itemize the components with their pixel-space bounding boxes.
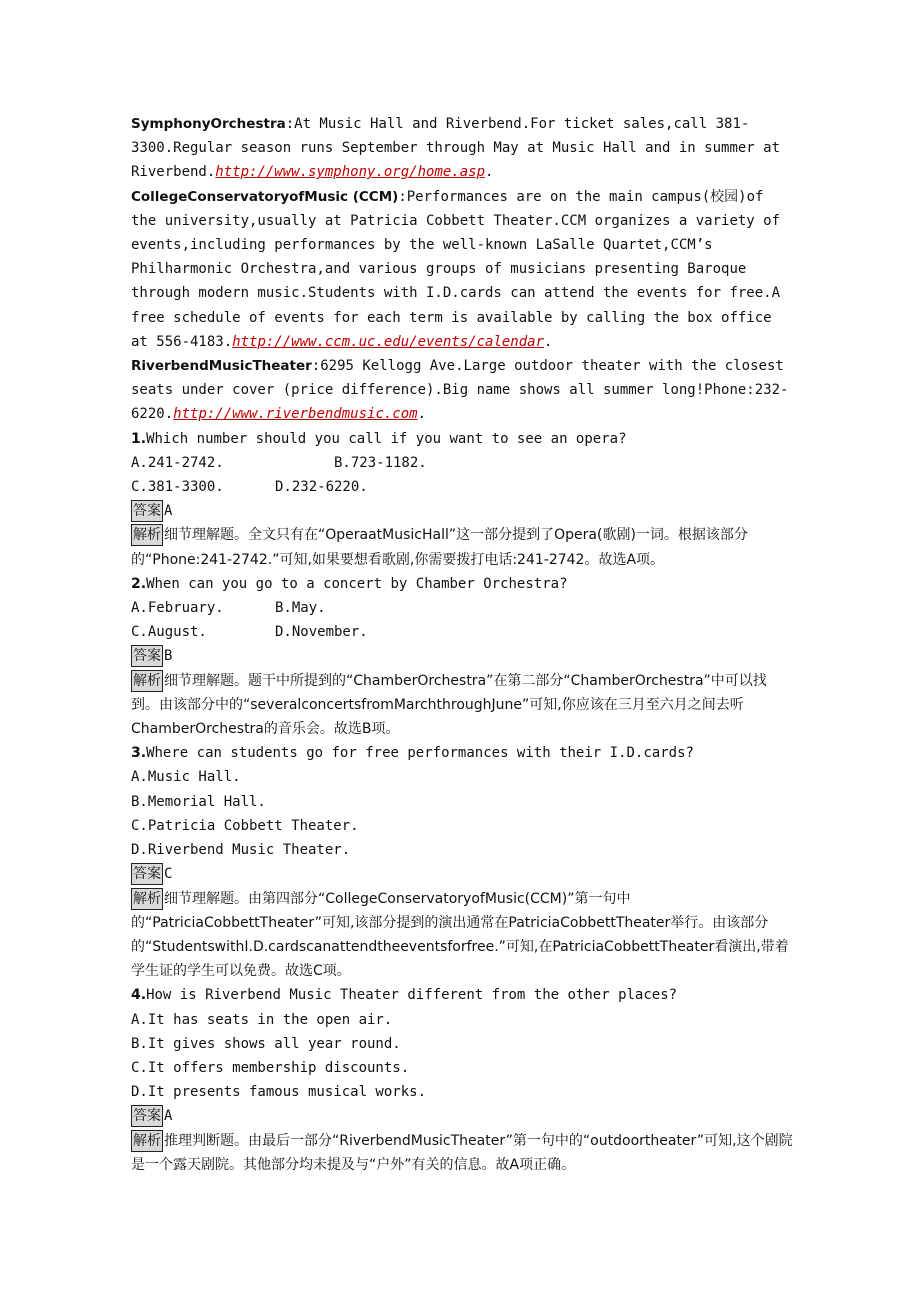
analysis-text: 细节理解题。题干中所提到的“ChamberOrchestra”在第二部分“ChamberOrchestra”中可以找到。由该部分中的“severalconcertsfromMarchthroughJune”可知,你应该在三月至六月之间去听ChamberOrchestra的音乐会。故选B项。 [131, 672, 767, 738]
passage-symphony-orchestra: SymphonyOrchestra:At Music Hall and Riverbend.For ticket sales,call 381-3300.Regular season runs September through May at Music Hall and in summer at Riverbend.http://www.symphony.org/home.asp. [131, 116, 781, 181]
option: A.Music Hall. [131, 769, 241, 786]
question-stem: 1.Which number should you call if you want to see an opera? [131, 430, 627, 447]
venue-name: RiverbendMusicTheater [131, 358, 312, 375]
analysis-line [131, 887, 793, 984]
analysis-line [131, 669, 793, 742]
analysis-text: 推理判断题。由最后一部分“RiverbendMusicTheater”第一句中的“outdoortheater”可知,这个剧院是一个露天剧院。其他部分均未提及与“户外”有关的信息。故A项正确。 [131, 1132, 793, 1173]
venue-name: SymphonyOrchestra [131, 116, 286, 132]
venue-name: CollegeConservatoryofMusic (CCM) [131, 188, 399, 205]
answer-line [131, 499, 793, 523]
option: A.February. [131, 600, 224, 617]
analysis-text: 细节理解题。全文只有在“OperaatMusicHall”这一部分提到了Opera(歌剧)一词。根据该部分的“Phone:241-2742.”可知,如果要想看歌剧,你需要拨打电话:241-2742。故选A项。 [131, 527, 748, 568]
option: D.It presents famous musical works. [131, 1084, 427, 1101]
option: D.232-6220. [275, 479, 368, 496]
option: C.It offers membership discounts. [131, 1059, 410, 1076]
analysis-line [131, 523, 793, 571]
option: B.723-1182. [334, 454, 427, 471]
answer-line [131, 862, 793, 886]
option: D.November. [275, 624, 368, 641]
venue-description: :Performances are on the main campus(校园)of the university,usually at Patricia Cobbett Theater.CCM organizes a variety of events,including performances by the well-known LaSalle Quartet,CCM’s Philharmonic Orchestra,and various groups of musicians presenting Baroque through modern music.Students with I.D.cards can attend the events for free.A free schedule of events for each term is available by calling the box office at 556-4183. [131, 188, 781, 350]
answer-line [131, 1104, 793, 1128]
analysis-text: 细节理解题。由第四部分“CollegeConservatoryofMusic(CCM)”第一句中的“PatriciaCobbettTheater”可知,该部分提到的演出通常在PatriciaCobbettTheater举行。由该部分的“StudentswithI.D.cardscanattendtheeventsforfree.”可知,在PatriciaCobbettTheater看演出,带着学生证的学生可以免费。故选C项。 [131, 890, 789, 980]
question-1 [131, 427, 793, 572]
analysis-label: 解析 [131, 670, 163, 692]
passage-ccm: CollegeConservatoryofMusic (CCM):Performances are on the main campus(校园)of the university,usually at Patricia Cobbett Theater.CCM organizes a variety of events,including performances by the well-known LaSalle Quartet,CCM’s Philharmonic Orchestra,and various groups of musicians presenting Baroque through modern music.Students with I.D.cards can attend the events for free.A free schedule of events for each term is available by calling the box office at 556-4183.http://www.ccm.uc.edu/events/calendar. [131, 188, 781, 350]
answer-label: 答案 [131, 645, 163, 667]
venue-description: :6295 Kellogg Ave.Large outdoor theater with the closest seats under cover (price difference).Big name shows all summer long!Phone:232-6220. [131, 358, 789, 423]
question-stem: 3.Where can students go for free performances with their I.D.cards? [131, 745, 694, 762]
option: C.August. [131, 624, 207, 641]
answer-label: 答案 [131, 863, 163, 885]
question-stem: 4.How is Riverbend Music Theater different from the other places? [131, 987, 678, 1004]
venue-description: :At Music Hall and Riverbend.For ticket sales,call 381-3300.Regular season runs September through May at Music Hall and in summer at Riverbend. [131, 116, 781, 181]
option: C.Patricia Cobbett Theater. [131, 817, 359, 834]
option: C.381-3300. [131, 479, 224, 496]
analysis-label: 解析 [131, 524, 163, 546]
passage-riverbend: RiverbendMusicTheater:6295 Kellogg Ave.Large outdoor theater with the closest seats under cover (price difference).Big name shows all summer long!Phone:232-6220.http://www.riverbendmusic.com. [131, 358, 789, 423]
option: A.It has seats in the open air. [131, 1011, 393, 1028]
option-row [131, 475, 793, 499]
answer-value: A [164, 503, 173, 520]
question-2 [131, 572, 793, 741]
option: A.241-2742. [131, 454, 224, 471]
answer-label: 答案 [131, 1105, 163, 1127]
question-stem: 2.When can you go to a concert by Chamber Orchestra? [131, 575, 568, 592]
venue-link[interactable]: http://www.ccm.uc.edu/events/calendar [232, 333, 545, 350]
option-row [131, 620, 793, 644]
option: D.Riverbend Music Theater. [131, 842, 351, 859]
option-row [131, 451, 793, 475]
option: B.It gives shows all year round. [131, 1035, 401, 1052]
option-row [131, 596, 793, 620]
document-page [131, 112, 793, 1177]
answer-label: 答案 [131, 500, 163, 522]
answer-value: A [164, 1108, 173, 1125]
question-3 [131, 741, 793, 983]
analysis-line [131, 1129, 793, 1177]
venue-link[interactable]: http://www.symphony.org/home.asp [215, 164, 486, 181]
answer-value: B [164, 648, 173, 665]
answer-line [131, 644, 793, 668]
analysis-label: 解析 [131, 888, 163, 910]
question-4 [131, 983, 793, 1177]
option: B.May. [275, 600, 326, 617]
analysis-label: 解析 [131, 1130, 163, 1152]
option: B.Memorial Hall. [131, 793, 266, 810]
venue-link[interactable]: http://www.riverbendmusic.com [173, 406, 418, 423]
answer-value: C [164, 866, 173, 883]
